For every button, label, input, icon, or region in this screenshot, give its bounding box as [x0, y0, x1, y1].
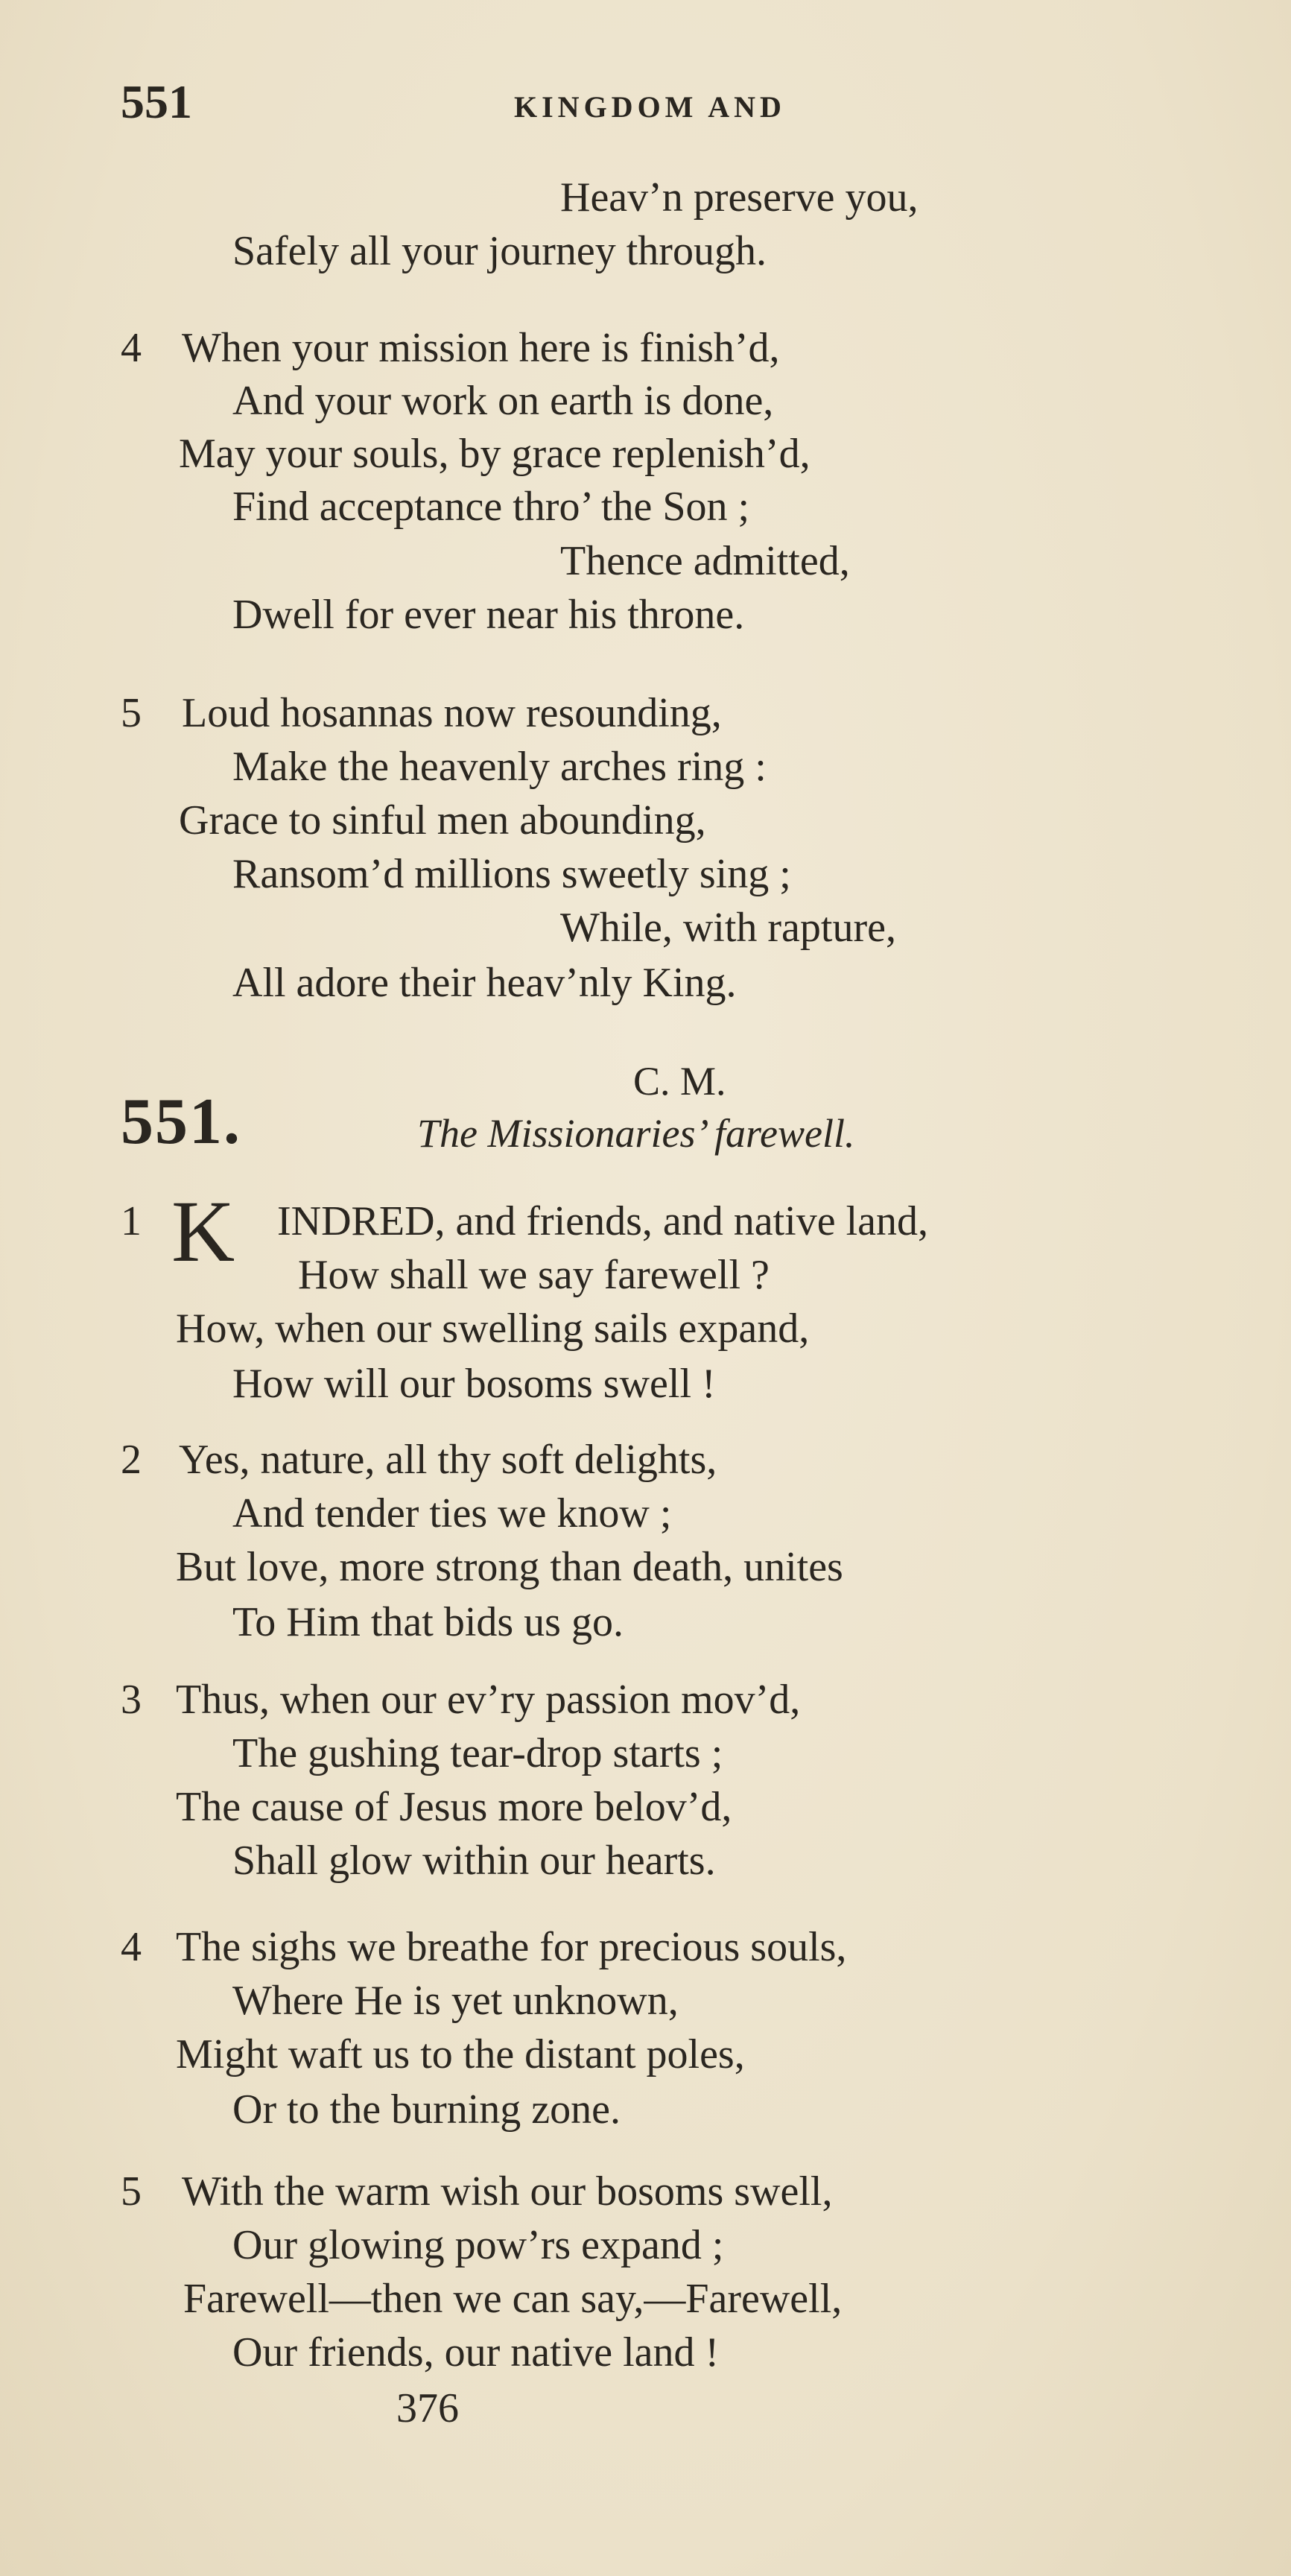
verse-line: How, when our swelling sails expand, — [176, 1306, 810, 1352]
verse-line: INDRED, and friends, and native land, — [277, 1198, 928, 1244]
hymn-number: 551. — [121, 1086, 241, 1158]
hymn-meter: C. M. — [633, 1059, 726, 1104]
verse-line: Thus, when our ev’ry passion mov’d, — [176, 1677, 801, 1723]
verse-line: While, with rapture, — [560, 905, 896, 951]
verse-line: Yes, nature, all thy soft delights, — [179, 1437, 717, 1483]
verse-line: How shall we say farewell ? — [298, 1252, 770, 1298]
verse-line: And tender ties we know ; — [232, 1490, 672, 1537]
stanza-number: 2 — [121, 1437, 142, 1483]
verse-line: Grace to sinful men abounding, — [179, 797, 706, 844]
verse-line: Our friends, our native land ! — [232, 2329, 720, 2376]
verse-line: The sighs we breathe for precious souls, — [176, 1924, 847, 1970]
verse-line: Ransom’d millions sweetly sing ; — [232, 851, 791, 897]
hymn-title: The Missionaries’ farewell. — [417, 1111, 855, 1156]
stanza-number: 4 — [121, 325, 142, 371]
verse-line: Shall glow within our hearts. — [232, 1838, 716, 1884]
verse-line: Where He is yet unknown, — [232, 1978, 679, 2024]
verse-line: Thence admitted, — [560, 538, 850, 584]
verse-line: But love, more strong than death, unites — [176, 1544, 843, 1590]
verse-line: Loud hosannas now resounding, — [182, 690, 722, 736]
drop-cap: K — [171, 1183, 235, 1280]
stanza-number: 5 — [121, 2168, 142, 2215]
verse-line: The cause of Jesus more belov’d, — [176, 1784, 732, 1830]
stanza-number: 5 — [121, 690, 142, 736]
stanza-number: 4 — [121, 1924, 142, 1970]
stanza-number: 3 — [121, 1677, 142, 1723]
verse-line: Find acceptance thro’ the Son ; — [232, 484, 750, 530]
running-title: KINGDOM AND — [514, 90, 786, 124]
verse-line: Heav’n preserve you, — [560, 174, 919, 221]
verse-line: Dwell for ever near his throne. — [232, 592, 745, 638]
page-number-header: 551 — [121, 75, 192, 128]
verse-line: How will our bosoms swell ! — [232, 1361, 716, 1407]
stanza-number: 1 — [121, 1198, 142, 1244]
verse-line: Might waft us to the distant poles, — [176, 2031, 745, 2077]
verse-line: All adore their heav’nly King. — [232, 960, 737, 1006]
verse-line: Our glowing pow’rs expand ; — [232, 2222, 724, 2268]
verse-line: May your souls, by grace replenish’d, — [179, 431, 811, 477]
verse-line: Farewell—then we can say,—Farewell, — [183, 2276, 843, 2322]
verse-line: Make the heavenly arches ring : — [232, 744, 767, 790]
page-number-footer: 376 — [396, 2385, 459, 2431]
verse-line: To Him that bids us go. — [232, 1599, 624, 1645]
verse-line: The gushing tear-drop starts ; — [232, 1730, 723, 1776]
verse-line: With the warm wish our bosoms swell, — [182, 2168, 833, 2215]
verse-line: When your mission here is finish’d, — [182, 325, 780, 371]
verse-line: Safely all your journey through. — [232, 228, 767, 274]
verse-line: Or to the burning zone. — [232, 2086, 621, 2133]
verse-line: And your work on earth is done, — [232, 378, 774, 424]
